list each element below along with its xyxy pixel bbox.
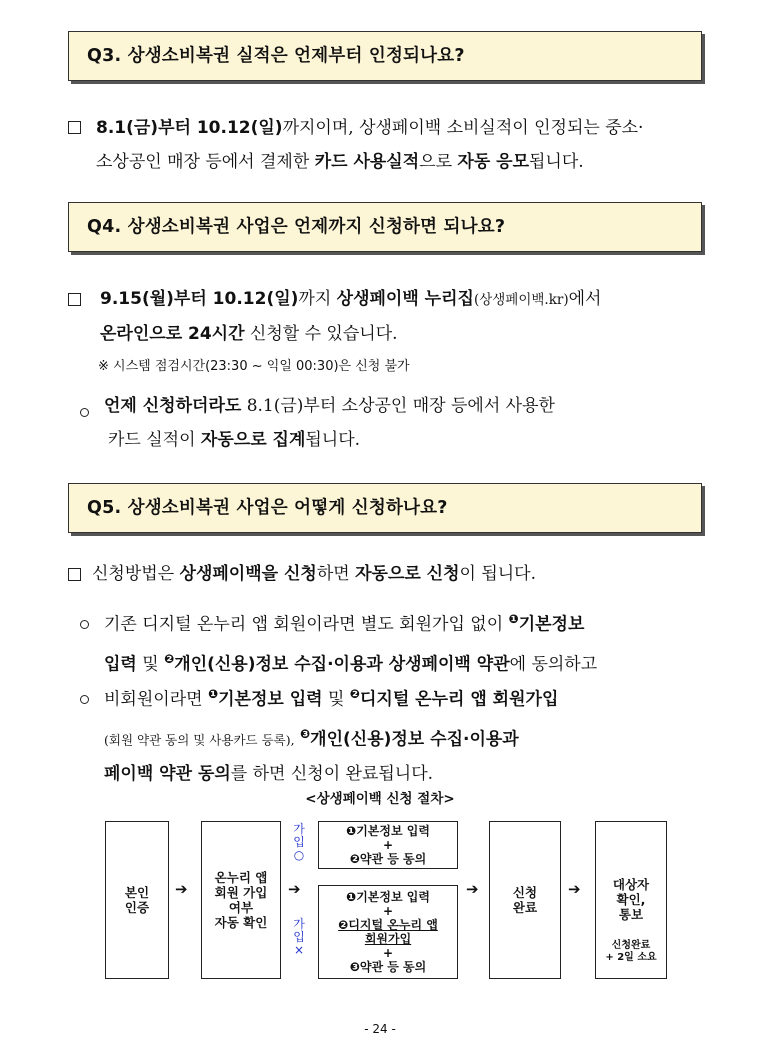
text: 카드 실적이 (108, 430, 201, 450)
text: ❷약관 등 동의 (349, 852, 427, 866)
text: 및 (136, 654, 165, 675)
text: 하면 (316, 564, 356, 584)
text: ❷ (349, 687, 360, 701)
text: 이 됩니다. (459, 564, 537, 584)
text: ❸ (299, 726, 311, 741)
text: 신청방법은 (92, 564, 180, 584)
q3-period: 8.1(금)부터 10.12(일) (96, 118, 283, 138)
maintenance-note: ※ 시스템 점검시간(23:30 ~ 익일 00:30)은 신청 불가 (98, 359, 410, 374)
text: 입력 (104, 654, 137, 675)
text: 기존 디지털 온누리 앱 회원이라면 별도 회원가입 없이 (104, 614, 509, 635)
text: ❸약관 등 동의 (349, 960, 427, 974)
text: 회원가입 (364, 932, 412, 946)
text: ❷디지털 온누리 앱 (338, 918, 438, 932)
square-bullet-icon (68, 566, 81, 585)
text: 자동으로 집계 (200, 430, 306, 450)
text: + (382, 946, 394, 960)
q3-answer (96, 111, 708, 179)
text: 자동 응모 (457, 152, 529, 172)
text: 에서 (568, 289, 602, 309)
text: 신청할 수 있습니다. (244, 324, 398, 344)
text: (상생페이백.kr) (473, 292, 569, 308)
text: 으로 (419, 152, 458, 172)
circle-bullet-icon (80, 402, 89, 421)
text: 에 동의하고 (509, 654, 598, 675)
text: 비회원이라면 (104, 689, 208, 710)
text: 기본정보 입력 (218, 689, 323, 710)
q5-answer-2 (104, 602, 708, 681)
q4-answer-1 (100, 282, 708, 351)
nonmember-steps (318, 885, 458, 979)
nonmember-label: 가 입 × (293, 917, 305, 957)
text: ❷ (164, 651, 175, 666)
text: ❶ (207, 687, 219, 701)
text: 대상자 확인, 통보 (612, 877, 650, 922)
text: 기본정보 (518, 614, 585, 635)
text: 됩니다. (529, 152, 584, 172)
text: 상생페이백을 신청 (179, 564, 317, 584)
arrow-icon: ➔ (568, 880, 581, 898)
text: 페이백 약관 동의 (104, 764, 231, 785)
text: 8.1(금)부터 소상공인 매장 등에서 사용한 (241, 396, 555, 416)
q4-heading: Q4. 상생소비복권 사업은 언제까지 신청하면 되나요? (68, 202, 702, 252)
text: 됩니다. (305, 430, 361, 450)
q5-answer-3 (104, 677, 708, 791)
process-title: <상생페이백 신청 절차> (305, 791, 455, 807)
text: 자동으로 신청 (355, 564, 460, 584)
text: 소상공인 매장 등에서 결제한 (96, 152, 315, 172)
text: 언제 신청하더라도 (104, 396, 242, 416)
member-steps (318, 821, 458, 869)
text: 카드 사용실적 (314, 152, 420, 172)
text: ❶ (508, 612, 519, 626)
text: 개인(신용)정보 수집·이용과 상생페이백 약관 (174, 654, 510, 675)
square-bullet-icon (68, 291, 81, 310)
text: ❶기본정보 입력 (346, 890, 430, 904)
text: (회원 약관 동의 및 사용카드 등록), (104, 732, 295, 748)
q3-heading: Q3. 상생소비복권 실적은 언제부터 인정되나요? (68, 31, 702, 81)
text: 신청완료 + 2일 소요 (605, 940, 657, 963)
q5-answer-1 (92, 557, 704, 591)
step-member-check: 온누리 앱 회원 가입 여부 자동 확인 (201, 821, 281, 979)
text: 까지이며, 상생페이백 소비실적이 인정되는 중소· (282, 118, 644, 138)
text: 9.15(월)부터 10.12(일) (100, 289, 299, 309)
step-identity-verification: 본인 인증 (105, 821, 169, 979)
arrow-icon: ➔ (288, 880, 301, 898)
text: 및 (322, 689, 350, 710)
text: 까지 (298, 289, 337, 309)
text: 디지털 온누리 앱 회원가입 (359, 689, 559, 710)
arrow-icon: ➔ (466, 880, 479, 898)
arrow-icon: ➔ (175, 880, 188, 898)
text: ❶기본정보 입력 (346, 824, 430, 838)
circle-bullet-icon (80, 614, 89, 633)
text: 를 하면 신청이 완료됩니다. (230, 764, 434, 785)
page-number: - 24 - (364, 1022, 396, 1036)
step-notification (595, 821, 667, 979)
q5-heading: Q5. 상생소비복권 사업은 어떻게 신청하나요? (68, 483, 702, 533)
text: 상생페이백 누리집 (336, 289, 474, 309)
text: 개인(신용)정보 수집·이용과 (310, 729, 519, 750)
step-application-complete: 신청 완료 (489, 821, 561, 979)
text: + (382, 904, 394, 918)
text: 온라인으로 24시간 (100, 324, 245, 344)
text: + (382, 838, 394, 852)
q4-answer-2 (104, 389, 708, 457)
member-label: 가 입 ○ (293, 822, 305, 862)
square-bullet-icon (68, 119, 81, 138)
circle-bullet-icon (80, 689, 89, 708)
